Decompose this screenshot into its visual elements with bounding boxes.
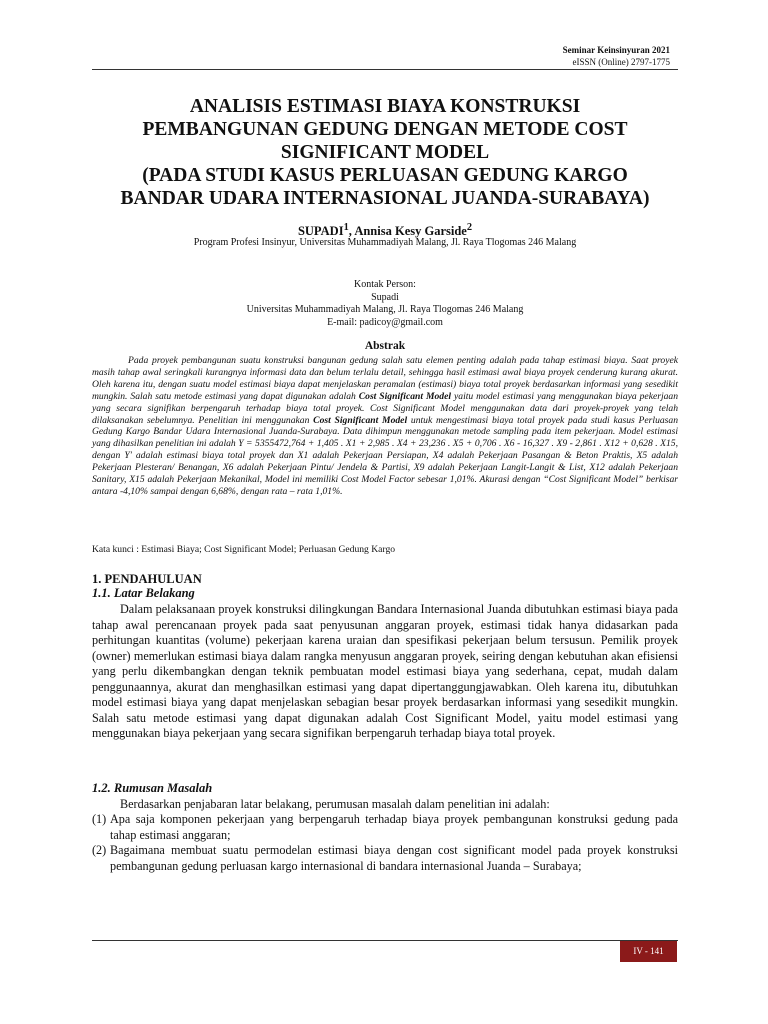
title-line: PEMBANGUNAN GEDUNG DENGAN METODE COST bbox=[142, 119, 628, 140]
footer-rule bbox=[92, 940, 678, 941]
list-text: Apa saja komponen pekerjaan yang berpengaruh terhadap biaya proyek pembangunan konstruksi gedung pada tahap estimasi anggaran; bbox=[110, 812, 678, 842]
section-heading: 1. PENDAHULUAN bbox=[92, 572, 202, 586]
conference-name: Seminar Keinsinyuran 2021 bbox=[562, 45, 670, 55]
title-line: SIGNIFICANT MODEL bbox=[280, 142, 490, 163]
subsection-heading: 1.2. Rumusan Masalah bbox=[92, 781, 213, 795]
problem-list bbox=[92, 812, 678, 874]
abstract-term: Cost Significant Model bbox=[313, 414, 408, 426]
keywords: Kata kunci : Estimasi Biaya; Cost Significant Model; Perluasan Gedung Kargo bbox=[92, 544, 396, 555]
list-item bbox=[92, 812, 678, 843]
author-2: Annisa Kesy Garside bbox=[354, 224, 467, 239]
author-1-affil-mark: 1 bbox=[343, 222, 349, 233]
subsection-heading: 1.1. Latar Belakang bbox=[92, 586, 195, 600]
affiliation: Program Profesi Insinyur, Universitas Muhammadiyah Malang, Jl. Raya Tlogomas 246 Malang bbox=[193, 237, 577, 248]
contact-address: Universitas Muhammadiyah Malang, Jl. Raya Tlogomas 246 Malang bbox=[246, 304, 524, 315]
page-number-badge: IV - 141 bbox=[620, 941, 677, 962]
abstract-heading: Abstrak bbox=[364, 340, 406, 352]
header-rule bbox=[92, 69, 678, 70]
contact-label: Kontak Person: bbox=[354, 279, 416, 290]
abstract-text: Pada proyek pembangunan suatu konstruksi bangunan gedung salah satu elemen penting adalah pada tahap estimasi biaya. Saat proyek masih tahap awal seringkali kurangnya informasi data dan belum terlalu detail, sehingga hasil estimasi awal biaya proyek cenderung kurang akurat. Oleh karena itu, dengan suatu model estimasi biaya dapat menjelaskan peramalan (estimasi) biaya total proyek berdasarkan informasi yang sesedikit mungkin. Salah satu metode estimasi yang dapat digunakan adalah bbox=[92, 355, 678, 402]
title-line: (PADA STUDI KASUS PERLUASAN GEDUNG KARGO bbox=[142, 165, 628, 186]
body-paragraph: Dalam pelaksanaan proyek konstruksi dilingkungan Bandara Internasional Juanda dibutuhkan estimasi biaya pada tahap awal perencanaan proyek pada saat penyusunan anggaran proyek, estimasi tidak hanya didasarkan pada perhitungan kuantitas (volume) pekerjaan karena uraian dan spesifikasi pekerjaan belum tersusun. Pemilik proyek (owner) memerlukan estimasi biaya dalam rangka menyusun anggaran proyek, seiring dengan kebutuhan akan efisiensi yang perlu dikembangkan dengan teknik pembuatan model estimasi biaya yang sederhana, cepat, mudah dalam penggunaannya, akurat dan menghasilkan estimasi yang dapat dipertanggungjawabkan. Oleh karena itu, dibutuhkan model estimasi biaya yang dapat menjelaskan sebagian besar proyek berdasarkan informasi yang sesedikit mungkin. Salah satu metode estimasi yang dapat digunakan adalah Cost Significant Model, yaitu model estimasi yang menggunakan biaya pekerjaan yang secara signifikan berpengaruh terhadap biaya total proyek. bbox=[92, 602, 678, 740]
list-number: (1) bbox=[92, 812, 107, 826]
title-line: BANDAR UDARA INTERNASIONAL JUANDA-SURABAYA) bbox=[120, 188, 650, 209]
body-paragraph: Berdasarkan penjabaran latar belakang, perumusan masalah dalam penelitian ini adalah: bbox=[120, 797, 550, 811]
abstract-text: untuk mengestimasi biaya total proyek pada studi kasus Perluasan Gedung Kargo Bandar Udara Internasional Juanda-Surabaya. Data dihimpun menggunakan metode sampling pada item pekerjaan. Model estimasi yang dihasilkan penelitian ini adalah Y = 5355472,764 + 1,405 . X1 + 2,985 . X4 + 23,236 . X5 + 0,706 . X6 - 16,327 . X9 - 2,861 . X12 + 0,628 . X15, dengan Y' adalah estimasi biaya total proyek dan X1 adalah Pekerjaan Persiapan, X4 adalah Pekerjaan Pasangan & Beton Praktis, X5 adalah Pekerjaan Plesteran/ Benangan, X6 adalah Pekerjaan Pintu/ Jendela & Partisi, X9 adalah Pekerjaan Langit-Langit & List, X12 adalah Pekerjaan Sanitary, X15 adalah Pekerjaan Mekanikal, Model ini memiliki Cost Model Factor sebesar 1,01%. Akurasi dengan “Cost Significant Model” berkisar antara -4,10% sampai dengan 6,68%, dengan rata – rata 1,01%. bbox=[92, 414, 678, 497]
list-number: (2) bbox=[92, 843, 107, 857]
abstract-text: yaitu model estimasi yang menggunakan biaya pekerjaan yang secara signifikan berpengaruh terhadap biaya total proyek. Cost Significant Model menggunakan data dari proyek-proyek yang telah dilaksanakan sebelumnya. Penelitian ini menggunakan bbox=[92, 390, 678, 426]
contact-email: E-mail: padicoy@gmail.com bbox=[327, 316, 443, 328]
author-separator: , bbox=[348, 224, 355, 239]
author-2-affil-mark: 2 bbox=[466, 222, 473, 233]
title-line: ANALISIS ESTIMASI BIAYA KONSTRUKSI bbox=[189, 96, 581, 117]
abstract-body bbox=[92, 355, 678, 498]
abstract-term: Cost Significant Model bbox=[358, 390, 452, 402]
author-1: SUPADI bbox=[297, 224, 344, 239]
contact-block bbox=[92, 279, 678, 329]
list-item bbox=[92, 843, 678, 874]
contact-name: Supadi bbox=[371, 291, 399, 303]
running-header bbox=[563, 44, 670, 68]
issn: eISSN (Online) 2797-1775 bbox=[572, 57, 670, 67]
list-text: Bagaimana membuat suatu permodelan estimasi biaya dengan cost significant model pada proyek konstruksi pembangunan gedung perluasan kargo internasional di bandara internasional Juanda – Surabaya; bbox=[110, 843, 678, 873]
paper-title bbox=[92, 95, 678, 210]
